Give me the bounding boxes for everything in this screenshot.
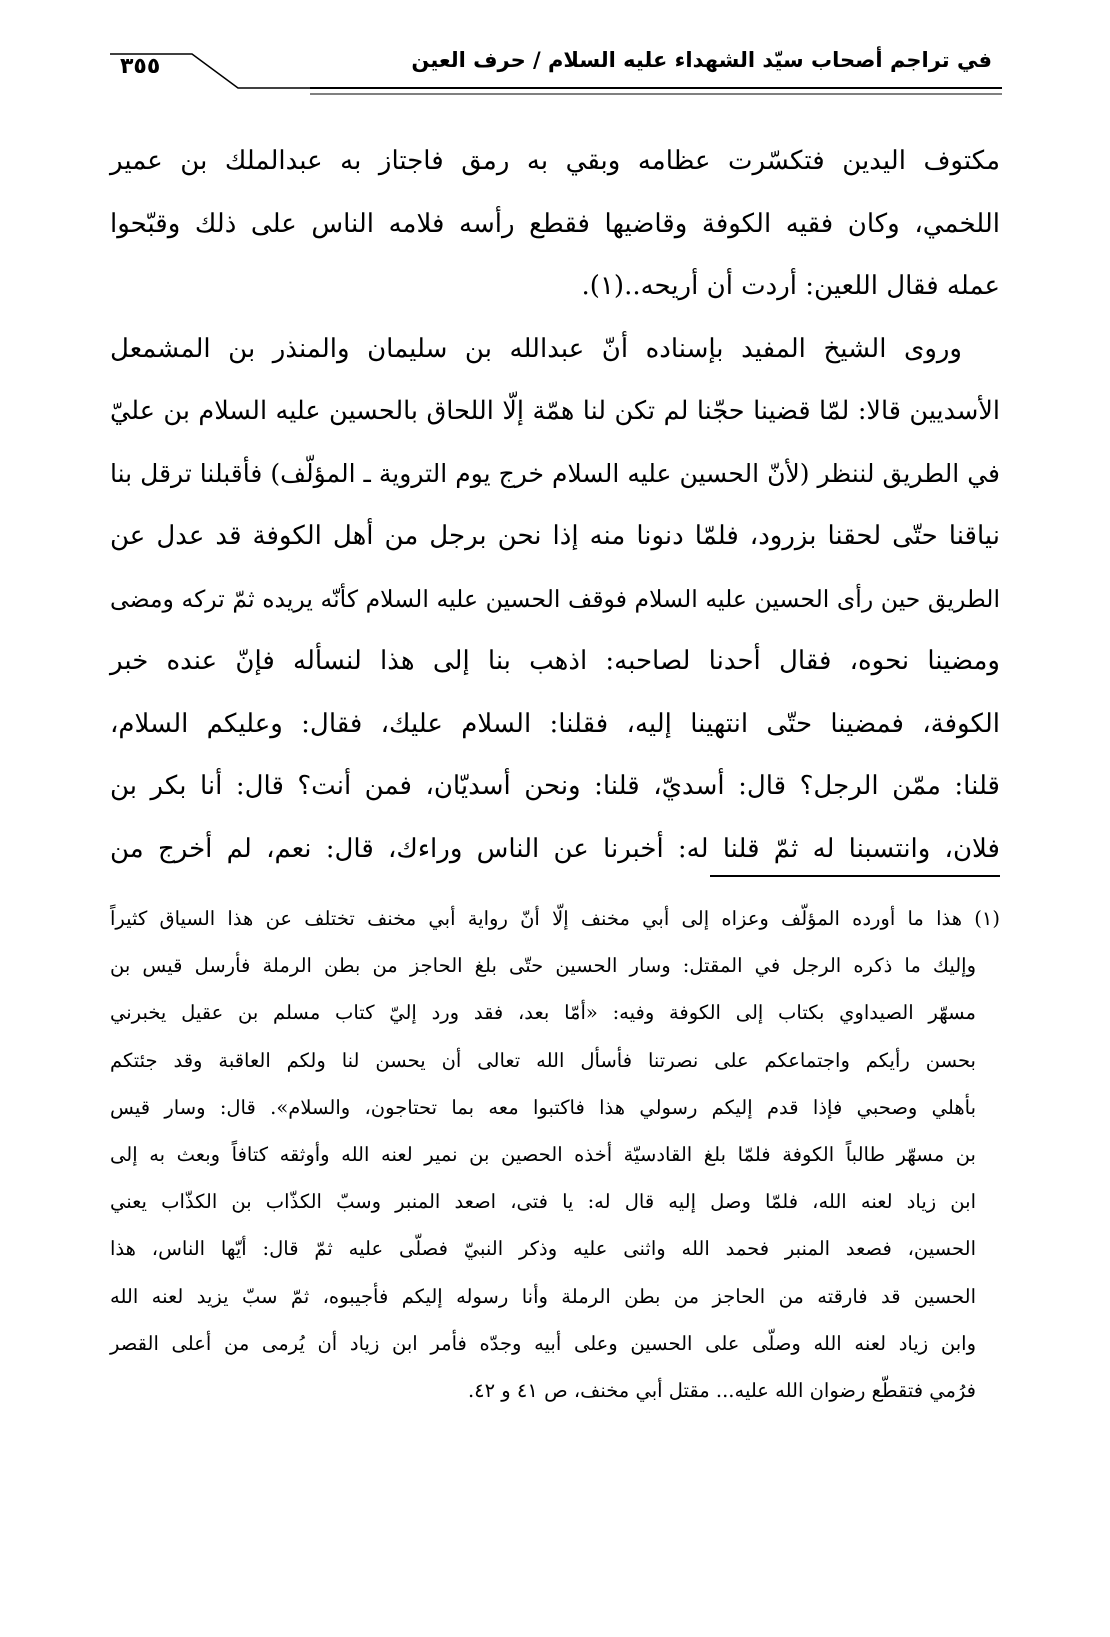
footnote-line: مسهّر الصيداوي بكتاب إلى الكوفة وفيه: «أمّا بعد، فقد ورد إليّ كتاب مسلم بن عقيل يخبرني (110, 1001, 976, 1025)
text-line: الطريق حين رأى الحسين عليه السلام فوقف الحسين عليه السلام كأنّه يريده ثمّ تركه ومضى (110, 584, 1000, 613)
footnote-line: الحسين، فصعد المنبر فحمد الله واثنى عليه وذكر النبيّ فصلّى عليه ثمّ قال: أيّها الناس، هذا (110, 1237, 976, 1261)
footnote-line: بأهلي وصحبي فإذا قدم إليكم رسولي هذا فاكتبوا معه بما تحتاجون، والسلام». قال: وسار قيس (110, 1095, 976, 1119)
text-line: وروى الشيخ المفيد بإسناده أنّ عبدالله بن سليمان والمنذر بن المشمعل (110, 333, 962, 364)
running-header (110, 44, 1002, 106)
text-line: ومضينا نحوه، فقال أحدنا لصاحبه: اذهب بنا إلى هذا لنسأله فإنّ عنده خبر (110, 646, 1000, 676)
footnote-line: وإليك ما ذكره الرجل في المقتل: وسار الحسين حتّى بلغ الحاجز من بطن الرملة فأرسل قيس بن (110, 954, 976, 978)
text-line: في الطريق لننظر (لأنّ الحسين عليه السلام خرج يوم التروية ـ المؤلّف) فأقبلنا ترقل بنا (110, 458, 1000, 488)
text-line: الأسديين قالا: لمّا قضينا حجّنا لم تكن لنا همّة إلّا اللحاق بالحسين عليه السلام بن عليّ (110, 396, 1000, 426)
footnote-line: (١) هذا ما أورده المؤلّف وعزاه إلى أبي مخنف إلّا أنّ رواية أبي مخنف تختلف عن هذا السياق كثيراً (110, 907, 1000, 930)
footnote-separator (710, 875, 1000, 877)
footnote (110, 895, 1000, 1414)
text-line: الكوفة، فمضينا حتّى انتهينا إليه، فقلنا: السلام عليك، فقال: وعليكم السلام، (110, 708, 1000, 739)
text-line: قلنا: ممّن الرجل؟ قال: أسديّ، قلنا: ونحن أسديّان، فمن أنت؟ قال: أنا بكر بن (110, 771, 1000, 801)
page-number: ٣٥٥ (120, 54, 161, 79)
footnote-line: بن مسهّر طالباً الكوفة فلمّا بلغ القادسيّة أخذه الحصين بن نمير لعنه الله وأوثقه كتافاً وبعث به إلى (110, 1143, 976, 1167)
text-line: مكتوف اليدين فتكسّرت عظامه وبقي به رمق فاجتاز به عبدالملك بن عمير (110, 146, 1000, 176)
text-line: عمله فقال اللعين: أردت أن أريحه..(١). (581, 271, 1000, 301)
header-title: في تراجم أصحاب سيّد الشهداء عليه السلام / حرف العين (411, 48, 992, 72)
text-line: نياقنا حتّى لحقنا بزرود، فلمّا دنونا منه إذا نحن برجل من أهل الكوفة قد عدل عن (110, 521, 1000, 551)
text-line: فلان، وانتسبنا له ثمّ قلنا له: أخبرنا عن الناس وراءك، قال: نعم، لم أخرج من (110, 833, 1000, 864)
text-line: اللخمي، وكان فقيه الكوفة وقاضيها فقطع رأسه فلامه الناس على ذلك وقبّحوا (110, 208, 1000, 239)
footnote-line: بحسن رأيكم واجتماعكم على نصرتنا فأسأل الله تعالى أن يحسن لنا ولكم العاقبة وقد جئتكم (110, 1048, 976, 1072)
footnote-line: الحسين قد فارقته من الحاجز من بطن الرملة وأنا رسوله إليكم فأجيبوه، ثمّ سبّ يزيد لعنه الله (110, 1284, 976, 1308)
main-text (110, 130, 1000, 880)
footnote-line: ابن زياد لعنه الله، فلمّا وصل إليه قال له: يا فتى، اصعد المنبر وسبّ الكذّاب بن الكذّاب يعني (110, 1190, 976, 1214)
footnote-line: فرُمي فتقطّع رضوان الله عليه... مقتل أبي مخنف، ص ٤١ و ٤٢. (467, 1379, 976, 1403)
footnote-line: وابن زياد لعنه الله وصلّى على الحسين وعلى أبيه وجدّه فأمر ابن زياد أن يُرمى من أعلى القصر (110, 1331, 976, 1355)
